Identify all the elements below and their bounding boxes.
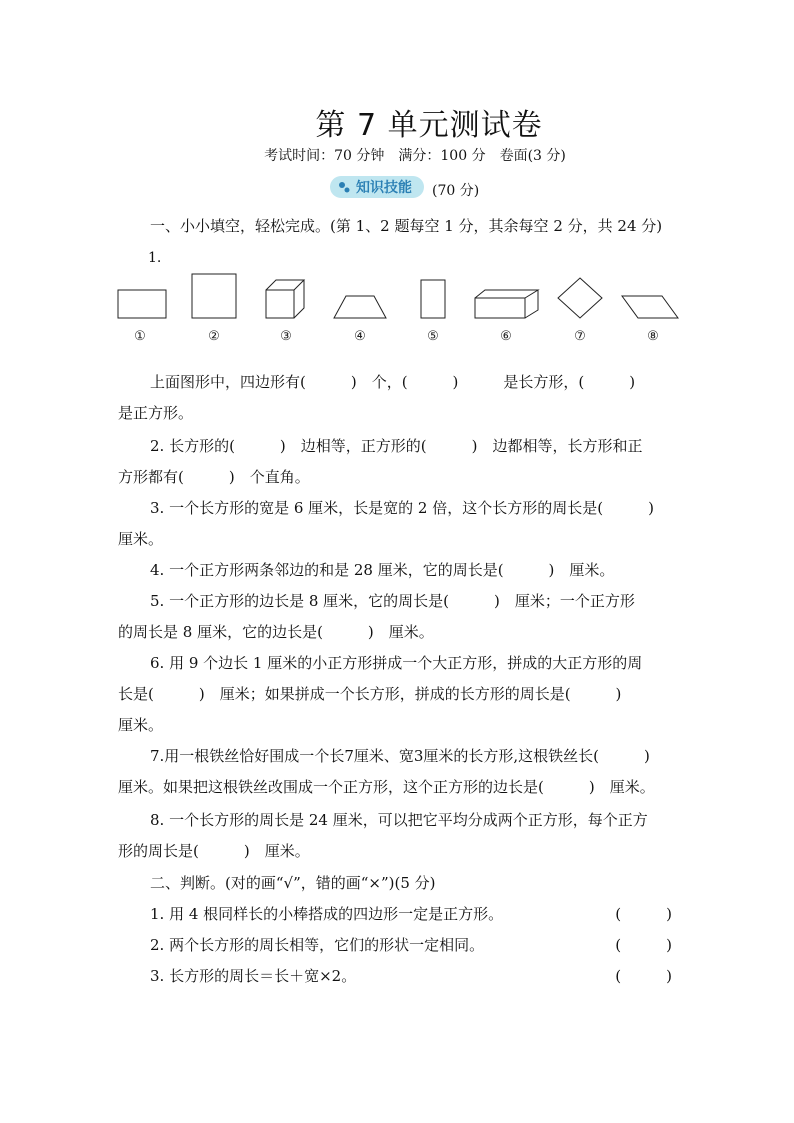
section-bullet-icon — [338, 181, 350, 193]
shape-label: ⑥ — [500, 329, 512, 344]
answer-paren[interactable]: ( ) — [615, 936, 672, 954]
shape-label: ⑦ — [574, 329, 586, 344]
q7-text-cont: 厘米。如果把这根铁丝改围成一个正方形，这个正方形的边长是( ) 厘米。 — [118, 778, 655, 796]
judge-statement: 2. 两个长方形的周长相等，它们的形状一定相同。 — [150, 936, 485, 954]
page-title: 第 7 单元测试卷 — [315, 108, 543, 143]
part1-heading: 一、小小填空，轻松完成。(第 1、2 题每空 1 分，其余每空 2 分，共 24 分) — [150, 217, 663, 235]
shape-label: ⑧ — [647, 329, 659, 344]
judge-row — [150, 904, 680, 924]
q6-text-cont: 长是( ) 厘米；如果拼成一个长方形，拼成的长方形的周长是( ) — [118, 685, 622, 703]
q1-text-cont: 是正方形。 — [118, 404, 194, 422]
shape-label: ② — [208, 329, 220, 344]
judge-statement: 1. 用 4 根同样长的小棒搭成的四边形一定是正方形。 — [150, 905, 504, 923]
shapes-figure — [110, 268, 690, 348]
exam-meta: 考试时间：70 分钟 满分：100 分 卷面(3 分) — [264, 148, 566, 164]
shape-parallelogram — [622, 296, 678, 318]
q4-text: 4. 一个正方形两条邻边的和是 28 厘米，它的周长是( ) 厘米。 — [150, 561, 615, 579]
q2-text: 2. 长方形的( ) 边相等，正方形的( ) 边都相等，长方形和正 — [150, 437, 643, 455]
judge-statement: 3. 长方形的周长＝长＋宽×2。 — [150, 967, 357, 985]
judge-row — [150, 966, 680, 986]
q2-text-cont: 方形都有( ) 个直角。 — [118, 468, 310, 486]
shape-label: ⑤ — [427, 329, 439, 344]
q1-label: 1. — [148, 250, 162, 266]
q8-text-cont: 形的周长是( ) 厘米。 — [118, 842, 310, 860]
q6-text-cont2: 厘米。 — [118, 716, 164, 734]
q3-text: 3. 一个长方形的宽是 6 厘米，长是宽的 2 倍，这个长方形的周长是( ) — [150, 499, 654, 517]
shape-rectangle — [118, 290, 166, 318]
shape-label: ③ — [280, 329, 292, 344]
judge-row — [150, 935, 680, 955]
q6-text: 6. 用 9 个边长 1 厘米的小正方形拼成一个大正方形，拼成的大正方形的周 — [150, 654, 643, 672]
q3-text-cont: 厘米。 — [118, 530, 164, 548]
q5-text-cont: 的周长是 8 厘米，它的边长是( ) 厘米。 — [118, 623, 434, 641]
answer-paren[interactable]: ( ) — [615, 967, 672, 985]
shape-tall-rectangle — [421, 280, 445, 318]
section-score: (70 分) — [432, 183, 480, 199]
q5-text: 5. 一个正方形的边长是 8 厘米，它的周长是( ) 厘米；一个正方形 — [150, 592, 635, 610]
section-pill — [330, 176, 424, 198]
section-banner — [330, 176, 479, 198]
q1-text: 上面图形中，四边形有( ) 个，( ) 是长方形，( ) — [150, 373, 636, 391]
shape-cube — [266, 280, 304, 318]
shape-cuboid — [475, 290, 538, 318]
answer-paren[interactable]: ( ) — [615, 905, 672, 923]
shape-square — [192, 274, 236, 318]
shape-label: ④ — [354, 329, 366, 344]
q7-text: 7.用一根铁丝恰好围成一个长7厘米、宽3厘米的长方形,这根铁丝长( ) — [150, 747, 650, 765]
shape-trapezoid — [334, 296, 386, 318]
part2-heading: 二、判断。(对的画“√”，错的画“×”)(5 分) — [150, 874, 436, 892]
q8-text: 8. 一个长方形的周长是 24 厘米，可以把它平均分成两个正方形，每个正方 — [150, 811, 648, 829]
shape-label: ① — [134, 329, 146, 344]
section-name: 知识技能 — [356, 180, 412, 196]
shape-rhombus — [558, 278, 602, 318]
